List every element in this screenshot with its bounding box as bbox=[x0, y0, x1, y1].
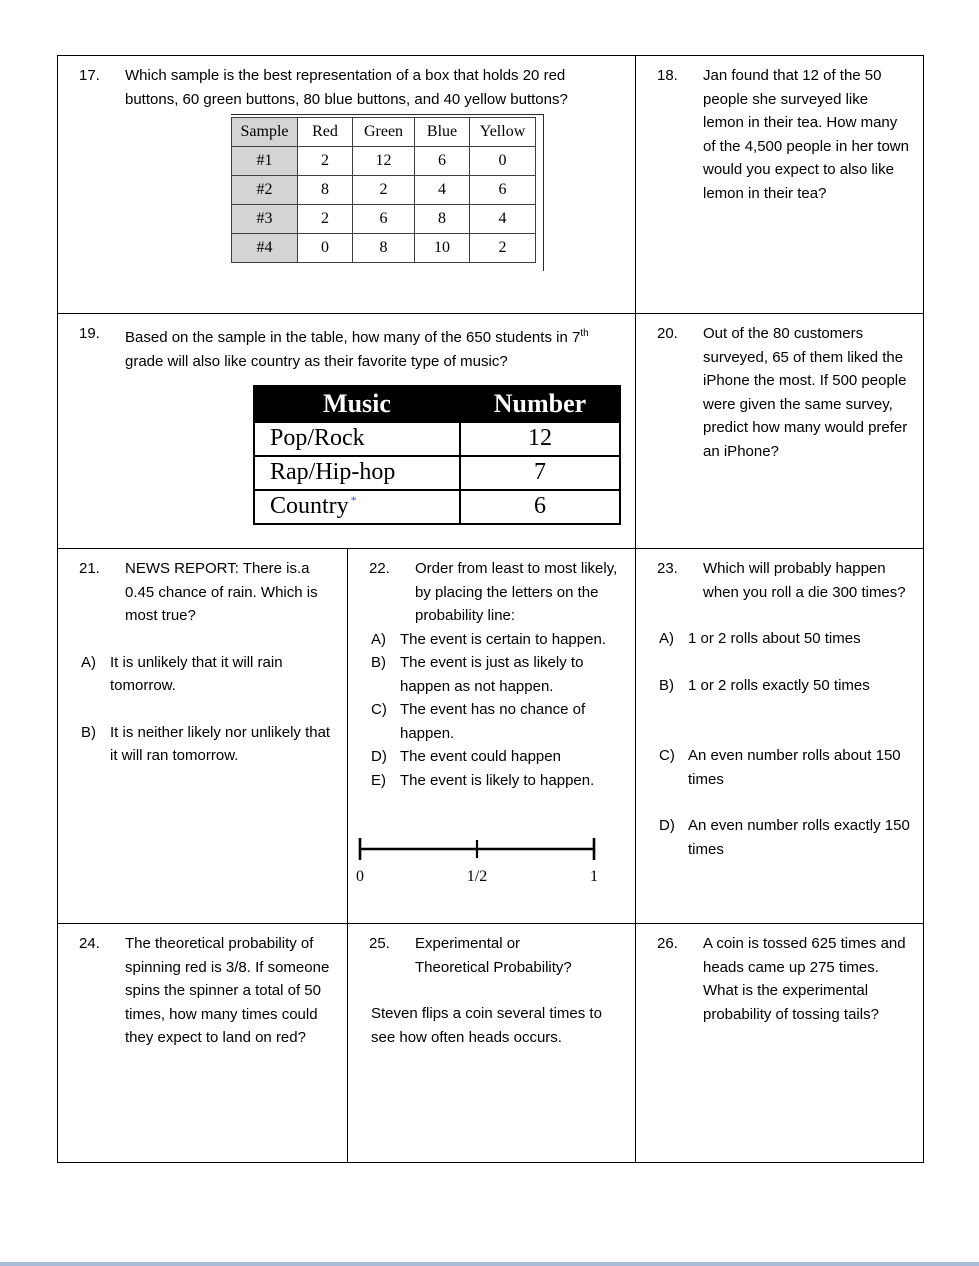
q22-option-c bbox=[348, 698, 625, 745]
option-text: The event has no chance of happen. bbox=[400, 701, 586, 742]
question-23 bbox=[636, 557, 913, 604]
question-22 bbox=[348, 557, 625, 628]
option-letter: A) bbox=[371, 630, 386, 648]
label-half: 1/2 bbox=[466, 868, 488, 885]
option-text: An even number rolls about 150 times bbox=[688, 747, 901, 788]
question-25-number: 25. bbox=[369, 935, 390, 952]
question-18-number: 18. bbox=[657, 67, 678, 84]
option-letter: A) bbox=[659, 630, 674, 647]
question-24-text: The theoretical probability of spinning red is 3/8. If someone spins the spinner a total of 50 times, how many times could they expect to land on red? bbox=[125, 935, 330, 1046]
q19-row-country bbox=[254, 490, 620, 524]
cell-q26 bbox=[636, 924, 924, 1163]
table-cell: 12 bbox=[460, 422, 620, 456]
q17-header-green: Green bbox=[353, 118, 415, 147]
option-text: An even number rolls exactly 150 times bbox=[688, 817, 910, 858]
q22-option-a bbox=[348, 628, 625, 652]
text-part: Based on the sample in the table, how many of the 650 students in 7 bbox=[125, 329, 581, 346]
question-20-number: 20. bbox=[657, 325, 678, 342]
option-letter: C) bbox=[371, 701, 387, 718]
option-text: The event is just as likely to happen as not happen. bbox=[400, 654, 584, 695]
table-cell: #4 bbox=[232, 234, 298, 263]
table-cell: #1 bbox=[232, 147, 298, 176]
option-text: 1 or 2 rolls exactly 50 times bbox=[688, 676, 870, 694]
q23-option-c bbox=[636, 744, 913, 791]
question-22-text: Order from least to most likely, by placing the letters on the probability line: bbox=[415, 560, 618, 624]
probability-line bbox=[356, 836, 598, 886]
table-cell-text: Country bbox=[270, 492, 349, 519]
option-text: The event could happen bbox=[400, 748, 561, 765]
cell-q22 bbox=[348, 549, 636, 924]
question-17-text: Which sample is the best representation of a box that holds 20 red buttons, 60 green buttons, 80 blue buttons, and 40 yellow buttons? bbox=[125, 67, 568, 108]
table-cell: 2 bbox=[298, 205, 353, 234]
table-cell: 6 bbox=[415, 147, 470, 176]
q17-header-row bbox=[232, 118, 536, 147]
question-21-text: NEWS REPORT: There is.a 0.45 chance of rain. Which is most true? bbox=[125, 560, 318, 624]
question-26-number: 26. bbox=[657, 935, 678, 952]
question-25 bbox=[348, 932, 625, 979]
table-cell: 2 bbox=[353, 176, 415, 205]
option-text: 1 or 2 rolls about 50 times bbox=[688, 630, 861, 647]
q17-row-4 bbox=[232, 234, 536, 263]
superscript-th: th bbox=[580, 328, 589, 339]
q23-option-b bbox=[636, 674, 913, 698]
option-letter: D) bbox=[659, 817, 675, 834]
q19-header-number: Number bbox=[460, 386, 620, 422]
question-25-text: Steven flips a coin several times to see how often heads occurs. bbox=[371, 1005, 602, 1046]
option-letter: A) bbox=[81, 653, 96, 671]
q17-sample-table bbox=[231, 117, 536, 263]
table-cell: 2 bbox=[470, 234, 536, 263]
option-text: The event is likely to happen. bbox=[400, 771, 595, 789]
q17-table-frame bbox=[231, 114, 544, 271]
table-cell: #3 bbox=[232, 205, 298, 234]
question-25-heading: Experimental or Theoretical Probability? bbox=[415, 935, 572, 976]
option-letter: E) bbox=[371, 771, 386, 789]
table-cell: 8 bbox=[298, 176, 353, 205]
cell-q17 bbox=[58, 56, 636, 314]
q23-option-a bbox=[636, 627, 913, 651]
option-text: It is unlikely that it will rain tomorrow. bbox=[110, 653, 283, 694]
question-23-text: Which will probably happen when you roll a die 300 times? bbox=[703, 560, 906, 601]
option-letter: B) bbox=[371, 654, 386, 671]
question-19-number: 19. bbox=[79, 325, 100, 342]
table-cell: 10 bbox=[415, 234, 470, 263]
question-26 bbox=[636, 932, 913, 1026]
option-text: The event is certain to happen. bbox=[400, 630, 606, 648]
option-letter: D) bbox=[371, 748, 387, 765]
question-18-text: Jan found that 12 of the 50 people she surveyed like lemon in their tea. How many of the 4,500 people in her town would you expect to also like lemon in their tea? bbox=[703, 67, 909, 202]
worksheet-grid bbox=[57, 55, 924, 1163]
q22-option-d bbox=[348, 745, 625, 769]
q17-row-3 bbox=[232, 205, 536, 234]
option-letter: B) bbox=[81, 723, 96, 741]
q17-header-red: Red bbox=[298, 118, 353, 147]
q19-row-rap-hip-hop bbox=[254, 456, 620, 490]
table-cell: 6 bbox=[353, 205, 415, 234]
table-cell: 4 bbox=[415, 176, 470, 205]
q19-header-music: Music bbox=[254, 386, 460, 422]
cell-q21 bbox=[58, 549, 348, 924]
table-cell: #2 bbox=[232, 176, 298, 205]
question-23-number: 23. bbox=[657, 560, 678, 577]
table-cell: 6 bbox=[470, 176, 536, 205]
q19-music-table bbox=[253, 385, 621, 525]
question-24-number: 24. bbox=[79, 935, 100, 952]
table-cell: Pop/Rock bbox=[254, 422, 460, 456]
question-24 bbox=[58, 932, 337, 1050]
question-21 bbox=[58, 557, 337, 628]
question-20-text: Out of the 80 customers surveyed, 65 of them liked the iPhone the most. If 500 people were given the same survey, predict how many would prefer an iPhone? bbox=[703, 325, 908, 460]
table-cell: 12 bbox=[353, 147, 415, 176]
cell-q25 bbox=[348, 924, 636, 1163]
option-text: It is neither likely nor unlikely that it will ran tomorrow. bbox=[110, 723, 331, 764]
cell-q18 bbox=[636, 56, 924, 314]
q17-row-1 bbox=[232, 147, 536, 176]
q21-option-a bbox=[58, 651, 337, 698]
cell-q19 bbox=[58, 314, 636, 549]
question-22-number: 22. bbox=[369, 560, 390, 577]
q19-row-pop-rock bbox=[254, 422, 620, 456]
text-part: grade will also like country as their favorite type of music? bbox=[125, 352, 508, 370]
table-cell bbox=[254, 490, 460, 524]
q17-header-sample: Sample bbox=[232, 118, 298, 147]
table-cell: 7 bbox=[460, 456, 620, 490]
label-zero: 0 bbox=[356, 868, 364, 885]
question-20 bbox=[636, 322, 913, 463]
cell-q23 bbox=[636, 549, 924, 924]
q22-option-b bbox=[348, 651, 625, 698]
question-19 bbox=[58, 322, 625, 373]
probability-line-graphic bbox=[356, 836, 598, 862]
probability-line-labels bbox=[356, 868, 598, 886]
question-17 bbox=[58, 64, 625, 111]
table-cell: 0 bbox=[470, 147, 536, 176]
table-cell: 8 bbox=[353, 234, 415, 263]
q22-option-e bbox=[348, 769, 625, 793]
q21-option-b bbox=[58, 721, 337, 768]
question-17-number: 17. bbox=[79, 67, 100, 84]
question-21-number: 21. bbox=[79, 560, 100, 577]
cell-q24 bbox=[58, 924, 348, 1163]
label-one: 1 bbox=[589, 868, 598, 885]
table-cell: 0 bbox=[298, 234, 353, 263]
table-cell: 6 bbox=[460, 490, 620, 524]
cell-q20 bbox=[636, 314, 924, 549]
q19-header-row bbox=[254, 386, 620, 422]
option-letter: C) bbox=[659, 747, 675, 764]
option-letter: B) bbox=[659, 676, 674, 694]
table-cell: 4 bbox=[470, 205, 536, 234]
q17-header-blue: Blue bbox=[415, 118, 470, 147]
question-26-text: A coin is tossed 625 times and heads came up 275 times. What is the experimental probability of tossing tails? bbox=[703, 935, 906, 1023]
table-cell: 2 bbox=[298, 147, 353, 176]
table-cell: Rap/Hip-hop bbox=[254, 456, 460, 490]
q17-header-yellow: Yellow bbox=[470, 118, 536, 147]
q23-option-d bbox=[636, 814, 913, 861]
question-19-text bbox=[125, 322, 625, 373]
window-bottom-edge bbox=[0, 1262, 979, 1266]
table-cell: 8 bbox=[415, 205, 470, 234]
q17-row-2 bbox=[232, 176, 536, 205]
spellcheck-mark: * bbox=[350, 492, 357, 507]
question-18 bbox=[636, 64, 913, 205]
